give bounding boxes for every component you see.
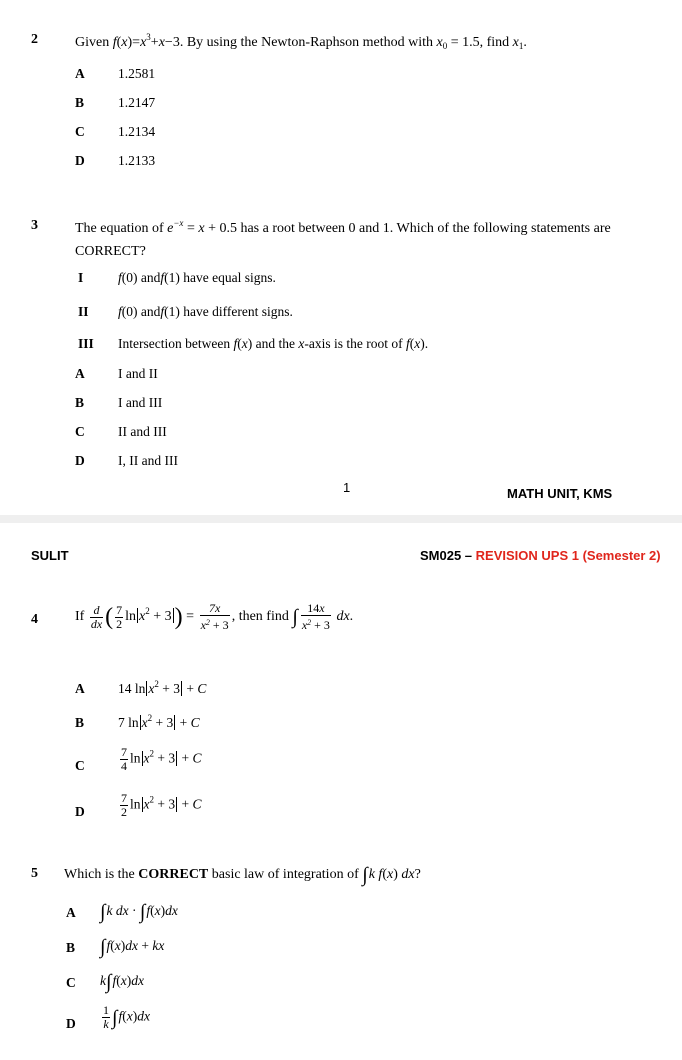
- q3-statement-2: f(0) andf(1) have different signs.: [118, 304, 293, 319]
- q5-option-c-expr[interactable]: k∫f(x)dx: [100, 971, 144, 993]
- q5-bold: CORRECT: [138, 867, 209, 882]
- q2-option-d-text[interactable]: 1.2133: [118, 153, 156, 168]
- question-3-line2: CORRECT?: [75, 244, 146, 259]
- q3-line1-b: has a root between 0 and 1. Which of the following statements are: [240, 221, 611, 236]
- q4-seven-halves: $\frac{7}{2}$: [116, 602, 123, 631]
- q2-function: $f(x)=x^3+x-3$: [112, 32, 180, 50]
- q2-option-b-text[interactable]: 1.2147: [118, 95, 156, 110]
- q2-option-c-letter[interactable]: C: [75, 124, 85, 139]
- question-4-text: If $\frac{d}{dx}$ ( $\frac{7}{2}$ $\ln x^2 + 3$ ) = $\frac{7x}{x^2 + 3}$ , then find ∫ $\frac{14x}{x^2 + 3}$ dx.: [75, 601, 354, 632]
- doc-code: SM025 –: [420, 548, 476, 563]
- q2-option-a-text[interactable]: 1.2581: [118, 66, 156, 81]
- q3-option-c-letter[interactable]: C: [75, 424, 85, 439]
- q3-statement-3-c: -axis is the root of: [304, 336, 403, 351]
- q2-x0: $x_0$: [436, 35, 448, 51]
- q4-ddx: $\frac{d}{dx}$: [90, 602, 103, 631]
- q3-line1-a: The equation of: [75, 221, 164, 236]
- q5-option-a-expr[interactable]: ∫k dx · ∫f(x)dx: [100, 901, 178, 923]
- q4-option-a-letter[interactable]: A: [75, 681, 85, 696]
- q2-method-text: . By using the Newton-Raphson method with: [179, 35, 433, 50]
- q3-statement-1: f(0) andf(1) have equal signs.: [118, 270, 276, 285]
- q3-statement-3-roman: III: [78, 336, 94, 351]
- doc-title: REVISION UPS 1 (Semester 2): [475, 548, 661, 563]
- q3-statement-3-a: Intersection between: [118, 336, 231, 351]
- q3-and-1: and: [140, 270, 161, 285]
- q4-option-a-expr[interactable]: 14 $\ln x^2 + 3 + C$: [118, 679, 207, 696]
- doc-header: [420, 548, 661, 563]
- q2-option-c-text[interactable]: 1.2134: [118, 124, 156, 139]
- question-2-number: 2: [31, 32, 38, 47]
- q5-option-b-expr[interactable]: ∫f(x)dx + kx: [100, 936, 165, 958]
- q3-statement-1-roman: I: [78, 270, 84, 285]
- q4-if: If: [75, 609, 85, 625]
- q4-then-find: , then find: [231, 609, 289, 625]
- q5-option-c-letter[interactable]: C: [66, 975, 76, 990]
- q3-statement-3: Intersection between f(x) and the x-axis is the root of f(x).: [118, 336, 429, 351]
- q2-x0-value: 1.5: [462, 35, 480, 50]
- q3-option-c-text[interactable]: II and III: [118, 424, 167, 439]
- q4-option-c-expr[interactable]: $\frac{7}{4}$ $\ln x^2 + 3 + C$: [121, 745, 202, 773]
- question-4-number: 4: [31, 612, 38, 627]
- q3-statement-2-tail: have different signs.: [183, 304, 293, 319]
- q3-option-a-text[interactable]: I and II: [118, 366, 158, 381]
- q4-option-d-letter[interactable]: D: [75, 804, 85, 819]
- q4-integrand: $\frac{14x}{x^2 + 3}$: [301, 601, 330, 632]
- sulit-label: SULIT: [31, 548, 69, 563]
- q5-text-b: basic law of integration of: [211, 867, 359, 882]
- page-divider: [0, 515, 682, 523]
- q5-option-d-letter[interactable]: D: [66, 1016, 76, 1031]
- q5-option-a-letter[interactable]: A: [66, 905, 76, 920]
- q2-find: , find: [479, 35, 510, 50]
- q5-option-d-expr[interactable]: $\frac{1}{k}$ ∫f(x)dx: [103, 1003, 150, 1031]
- question-3-number: 3: [31, 218, 38, 233]
- q4-option-c-letter[interactable]: C: [75, 758, 85, 773]
- q5-text-a: Which is the: [64, 867, 135, 882]
- q2-option-a-letter[interactable]: A: [75, 66, 85, 81]
- q4-option-b-letter[interactable]: B: [75, 715, 85, 730]
- q2-option-b-letter[interactable]: B: [75, 95, 85, 110]
- q3-equation: $e^{-x} = x + 0.5$: [167, 218, 237, 236]
- page-number: 1: [343, 480, 351, 495]
- q4-option-d-expr[interactable]: $\frac{7}{2}$ $\ln x^2 + 3 + C$: [121, 791, 202, 819]
- q3-statement-1-tail: have equal signs.: [183, 270, 276, 285]
- question-2-text: Given $f(x)=x^3+x-3$. By using the Newton-Raphson method with $x_0 = 1.5$, find $x_1$.: [75, 32, 527, 51]
- q3-and-2: and: [140, 304, 161, 319]
- q3-statement-3-x: x: [298, 336, 305, 351]
- q2-x1: $x_1$: [512, 35, 524, 51]
- q2-option-d-letter[interactable]: D: [75, 153, 85, 168]
- q3-option-b-text[interactable]: I and III: [118, 395, 163, 410]
- unit-label: MATH UNIT, KMS: [507, 486, 613, 501]
- question-3-line1: [75, 218, 665, 237]
- q3-option-d-letter[interactable]: D: [75, 453, 85, 468]
- question-5-text: Which is the CORRECT basic law of integration of ∫k f(x) dx?: [64, 864, 421, 886]
- q3-option-a-letter[interactable]: A: [75, 366, 85, 381]
- q3-statement-2-roman: II: [78, 304, 89, 319]
- q2-given: Given: [75, 35, 110, 50]
- q4-option-b-expr[interactable]: 7 $\ln x^2 + 3 + C$: [118, 713, 200, 730]
- q5-option-b-letter[interactable]: B: [66, 940, 76, 955]
- q3-statement-3-b: and the: [255, 336, 295, 351]
- question-5-number: 5: [31, 866, 38, 881]
- q3-option-d-text[interactable]: I, II and III: [118, 453, 178, 468]
- q3-option-b-letter[interactable]: B: [75, 395, 85, 410]
- q4-derivative-result: $\frac{7x}{x^2 + 3}$: [200, 601, 229, 632]
